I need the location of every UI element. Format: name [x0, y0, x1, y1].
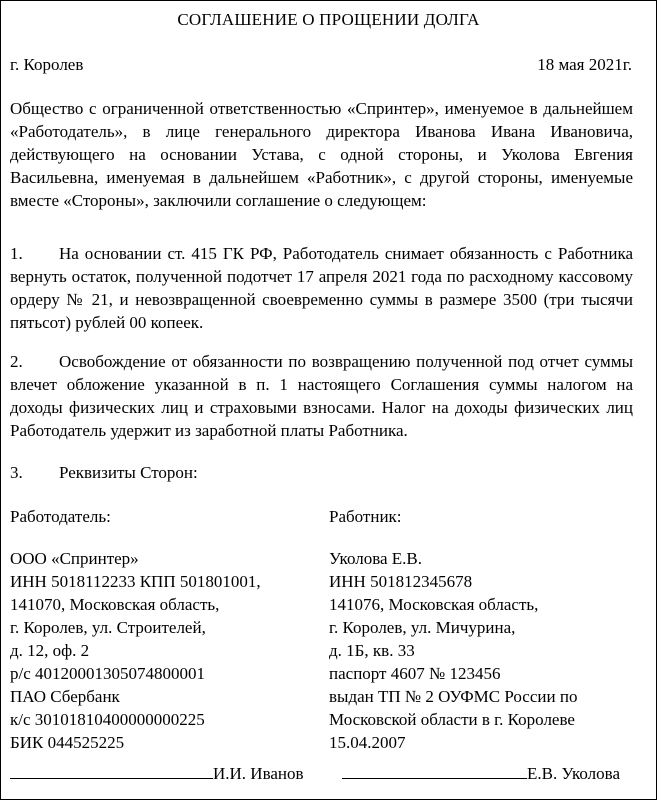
detail-line: Уколова Е.В.: [329, 549, 423, 568]
employee-signature-name: Е.В. Уколова: [527, 764, 621, 783]
document-date: 18 мая 2021г.: [537, 55, 632, 74]
detail-line: выдан ТП № 2 ОУФМС России по: [329, 687, 578, 706]
intro-paragraph: Общество с ограниченной ответственностью «Спринтер», именуемое в дальнейшем «Работодатель», в лице генерального директора Иванова Ивана Ивановича, действующего на основании Устава, с одной стороны, и Уколова Евгения Васильевна, именуемая в дальнейшем «Работник», с другой стороны, именуемые вместе «Стороны», заключили соглашение о следующем:: [10, 99, 633, 210]
detail-line: д. 1Б, кв. 33: [329, 641, 415, 660]
detail-line: Московской области в г. Королеве: [329, 710, 575, 729]
detail-line: ИНН 501812345678: [329, 572, 473, 591]
clause-number: 1.: [10, 244, 23, 263]
document-city: г. Королев: [10, 55, 84, 74]
detail-line: паспорт 4607 № 123456: [329, 664, 501, 683]
employee-heading: Работник:: [329, 507, 402, 526]
employer-signature-name: И.И. Иванов: [213, 764, 304, 783]
signature-line: [10, 762, 213, 779]
detail-line: ООО «Спринтер»: [10, 549, 139, 568]
clause-text: Реквизиты Сторон:: [59, 463, 198, 482]
clause-text: Освобождение от обязанности по возвращению полученной под отчет суммы влечет обложение указанной в п. 1 настоящего Соглашения суммы налогом на доходы физических лиц и страховыми взносами. Налог на доходы физических лиц Работодатель удержит из заработной платы Работника.: [10, 352, 633, 440]
detail-line: ПАО Сбербанк: [10, 687, 120, 706]
clause-number: 3.: [10, 463, 23, 482]
clause-text: На основании ст. 415 ГК РФ, Работодатель снимает обязанность с Работника вернуть остаток, полученной подотчет 17 апреля 2021 года по расходному кассовому ордеру № 21, и невозвращенной своевременно суммы в размере 3500 (три тысячи пятьсот) рублей 00 копеек.: [10, 244, 633, 332]
detail-line: 141076, Московская область,: [329, 595, 539, 614]
detail-line: г. Королев, ул. Строителей,: [10, 618, 206, 637]
detail-line: к/с 30101810400000000225: [10, 710, 205, 729]
employer-heading: Работодатель:: [10, 507, 111, 526]
clause-3: [10, 461, 633, 484]
signature-line: [342, 762, 527, 779]
employer-signature: [10, 762, 304, 785]
employee-details: [329, 547, 577, 754]
detail-line: 141070, Московская область,: [10, 595, 220, 614]
clause-2: [10, 350, 633, 442]
detail-line: д. 12, оф. 2: [10, 641, 90, 660]
employer-details: [10, 547, 261, 754]
document-title: СОГЛАШЕНИЕ О ПРОЩЕНИИ ДОЛГА: [177, 10, 480, 29]
detail-line: 15.04.2007: [329, 733, 406, 752]
detail-line: ИНН 5018112233 КПП 501801001,: [10, 572, 261, 591]
employee-signature: [342, 762, 620, 785]
detail-line: р/с 40120001305074800001: [10, 664, 206, 683]
detail-line: БИК 044525225: [10, 733, 125, 752]
clause-1: [10, 242, 633, 334]
clause-number: 2.: [10, 352, 23, 371]
detail-line: г. Королев, ул. Мичурина,: [329, 618, 516, 637]
